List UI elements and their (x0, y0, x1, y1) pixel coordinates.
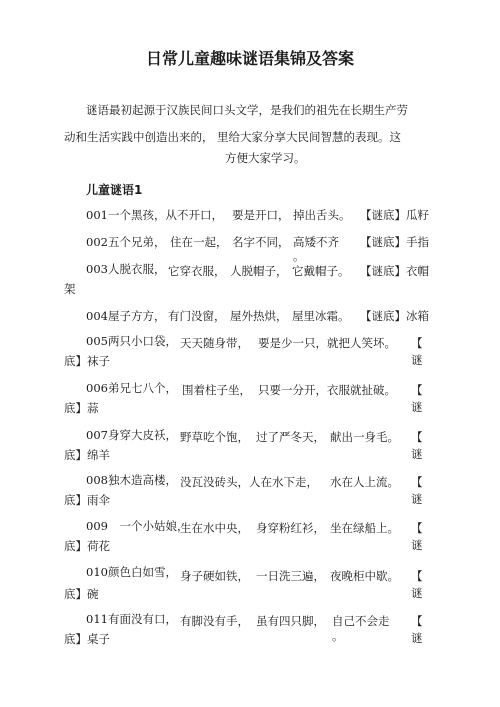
riddle-part-c2: 坐在绿船上。 (330, 521, 399, 535)
riddle-part-c: 一日洗三遍， (256, 569, 325, 583)
riddle-part-c: 过了严冬天， (256, 430, 325, 444)
riddle-answer-wrap: 架 (64, 282, 76, 296)
intro-line-2a: 动和生活实践中创造出来的， (64, 130, 214, 144)
riddle-part-b: 没瓦没砖头， (180, 475, 249, 489)
intro-line-2b: 里给大家分享大民间智慧的表现。这 (217, 130, 401, 144)
riddle-part-c: 人脱帽子， (230, 264, 288, 278)
riddle-answer: 底】荷花 (64, 539, 110, 553)
riddle-answer-char: 谜 (411, 631, 423, 645)
document-title: 日常儿童趣味谜语集锦及答案 (145, 49, 354, 68)
riddle-answer-bracket: 【 (411, 383, 423, 397)
riddle-part-c: 屋外热烘， (230, 309, 288, 323)
riddle-part-a: 004屋子方方， (86, 309, 166, 323)
riddle-answer-char: 谜 (411, 400, 423, 414)
riddle-answer-char: 谜 (411, 492, 423, 506)
riddle-part-b: 围着柱子坐， (182, 383, 251, 397)
riddle-part-a: 006弟兄七八个， (86, 381, 177, 395)
riddle-part-c: 身穿粉红衫， (256, 521, 325, 535)
riddle-answer: 【谜底】手指 (360, 235, 429, 249)
riddle-answer-bracket: 【 (411, 430, 423, 444)
riddle-part-b: 有脚没有手， (180, 614, 249, 628)
riddle-part-b: 它穿衣服， (168, 264, 226, 278)
riddle-answer-bracket: 【 (411, 521, 423, 535)
riddle-answer: 【谜底】衣帽 (360, 264, 429, 278)
riddle-part-a: 007身穿大皮袄， (86, 428, 177, 442)
riddle-answer: 底】碗 (64, 587, 99, 601)
riddle-part-a: 005两只小口袋， (86, 334, 177, 348)
riddle-answer: 底】雨伞 (64, 493, 110, 507)
riddle-answer: 底】袜子 (64, 354, 110, 368)
riddle-answer: 底】绵羊 (64, 448, 110, 462)
riddle-part-b: 天天随身带， (180, 336, 249, 350)
riddle-answer-char: 谜 (411, 447, 423, 461)
riddle-part-c: 人在水下走， (249, 475, 318, 489)
riddle-part-a: 009 一个小姑娘， (86, 519, 189, 533)
riddle-part-c: 要是少一只，就把人笑坏。 (258, 336, 396, 350)
riddle-part-a: 010颜色白如雪， (86, 565, 177, 579)
riddle-part-a: 008独木造高楼， (86, 473, 177, 487)
riddle-part-a: 011有面没有口， (86, 612, 177, 626)
riddle-part-c: 只要一分开，衣服就扯破。 (258, 383, 396, 397)
riddle-part-c: 虽有四只脚， (256, 614, 325, 628)
riddle-answer-char: 谜 (411, 586, 423, 600)
riddle-part-b: 身子硬如铁， (180, 569, 249, 583)
riddle-part-b: 有门没窗， (168, 309, 226, 323)
riddle-answer-bracket: 【 (411, 614, 423, 628)
riddle-answer-bracket: 【 (411, 336, 423, 350)
riddle-answer: 【谜底】冰箱 (360, 309, 429, 323)
riddle-answer-char: 谜 (411, 538, 423, 552)
riddle-part-b: 要是开口， (232, 208, 290, 222)
riddle-part-c: 名字不同， (232, 235, 290, 249)
riddle-part-c2: 献出一身毛。 (330, 430, 399, 444)
riddle-part-c2: 自己不会走 (332, 614, 390, 628)
riddle-answer: 底】桌子 (64, 632, 110, 646)
riddle-part-a: 001一个黑孩，从不开口， (86, 208, 223, 222)
riddle-answer: 底】蒜 (64, 401, 99, 415)
riddle-part-c2: 它戴帽子。 (292, 264, 350, 278)
riddle-answer-bracket: 【 (411, 475, 423, 489)
riddle-part-b: 野草吃个饱， (180, 430, 249, 444)
riddle-part-c: 掉出舌头。 (293, 208, 351, 222)
riddle-part-b: 生在水中央， (180, 521, 249, 535)
riddle-part-c3: 。 (332, 629, 344, 643)
riddle-part-a: 002五个兄弟， (86, 235, 166, 249)
riddle-part-a: 003人脱衣服， (86, 262, 166, 276)
intro-line-1: 谜语最初起源于汉族民间口头文学，是我们的祖先在长期生产劳 (86, 103, 408, 117)
intro-line-3: 方便大家学习。 (225, 151, 306, 165)
riddle-part-c2: 夜晚柜中歇。 (330, 569, 399, 583)
riddle-part-c3: 。 (293, 249, 305, 263)
riddle-answer-char: 谜 (411, 353, 423, 367)
riddle-part-c2: 水在人上流。 (330, 475, 399, 489)
section-heading: 儿童谜语1 (86, 183, 143, 197)
riddle-answer: 【谜底】瓜籽 (360, 208, 429, 222)
riddle-answer-bracket: 【 (411, 569, 423, 583)
riddle-part-b: 住在一起， (170, 235, 228, 249)
riddle-part-c2: 高矮不齐 (293, 235, 339, 249)
riddle-part-c2: 屋里冰霜。 (292, 309, 350, 323)
